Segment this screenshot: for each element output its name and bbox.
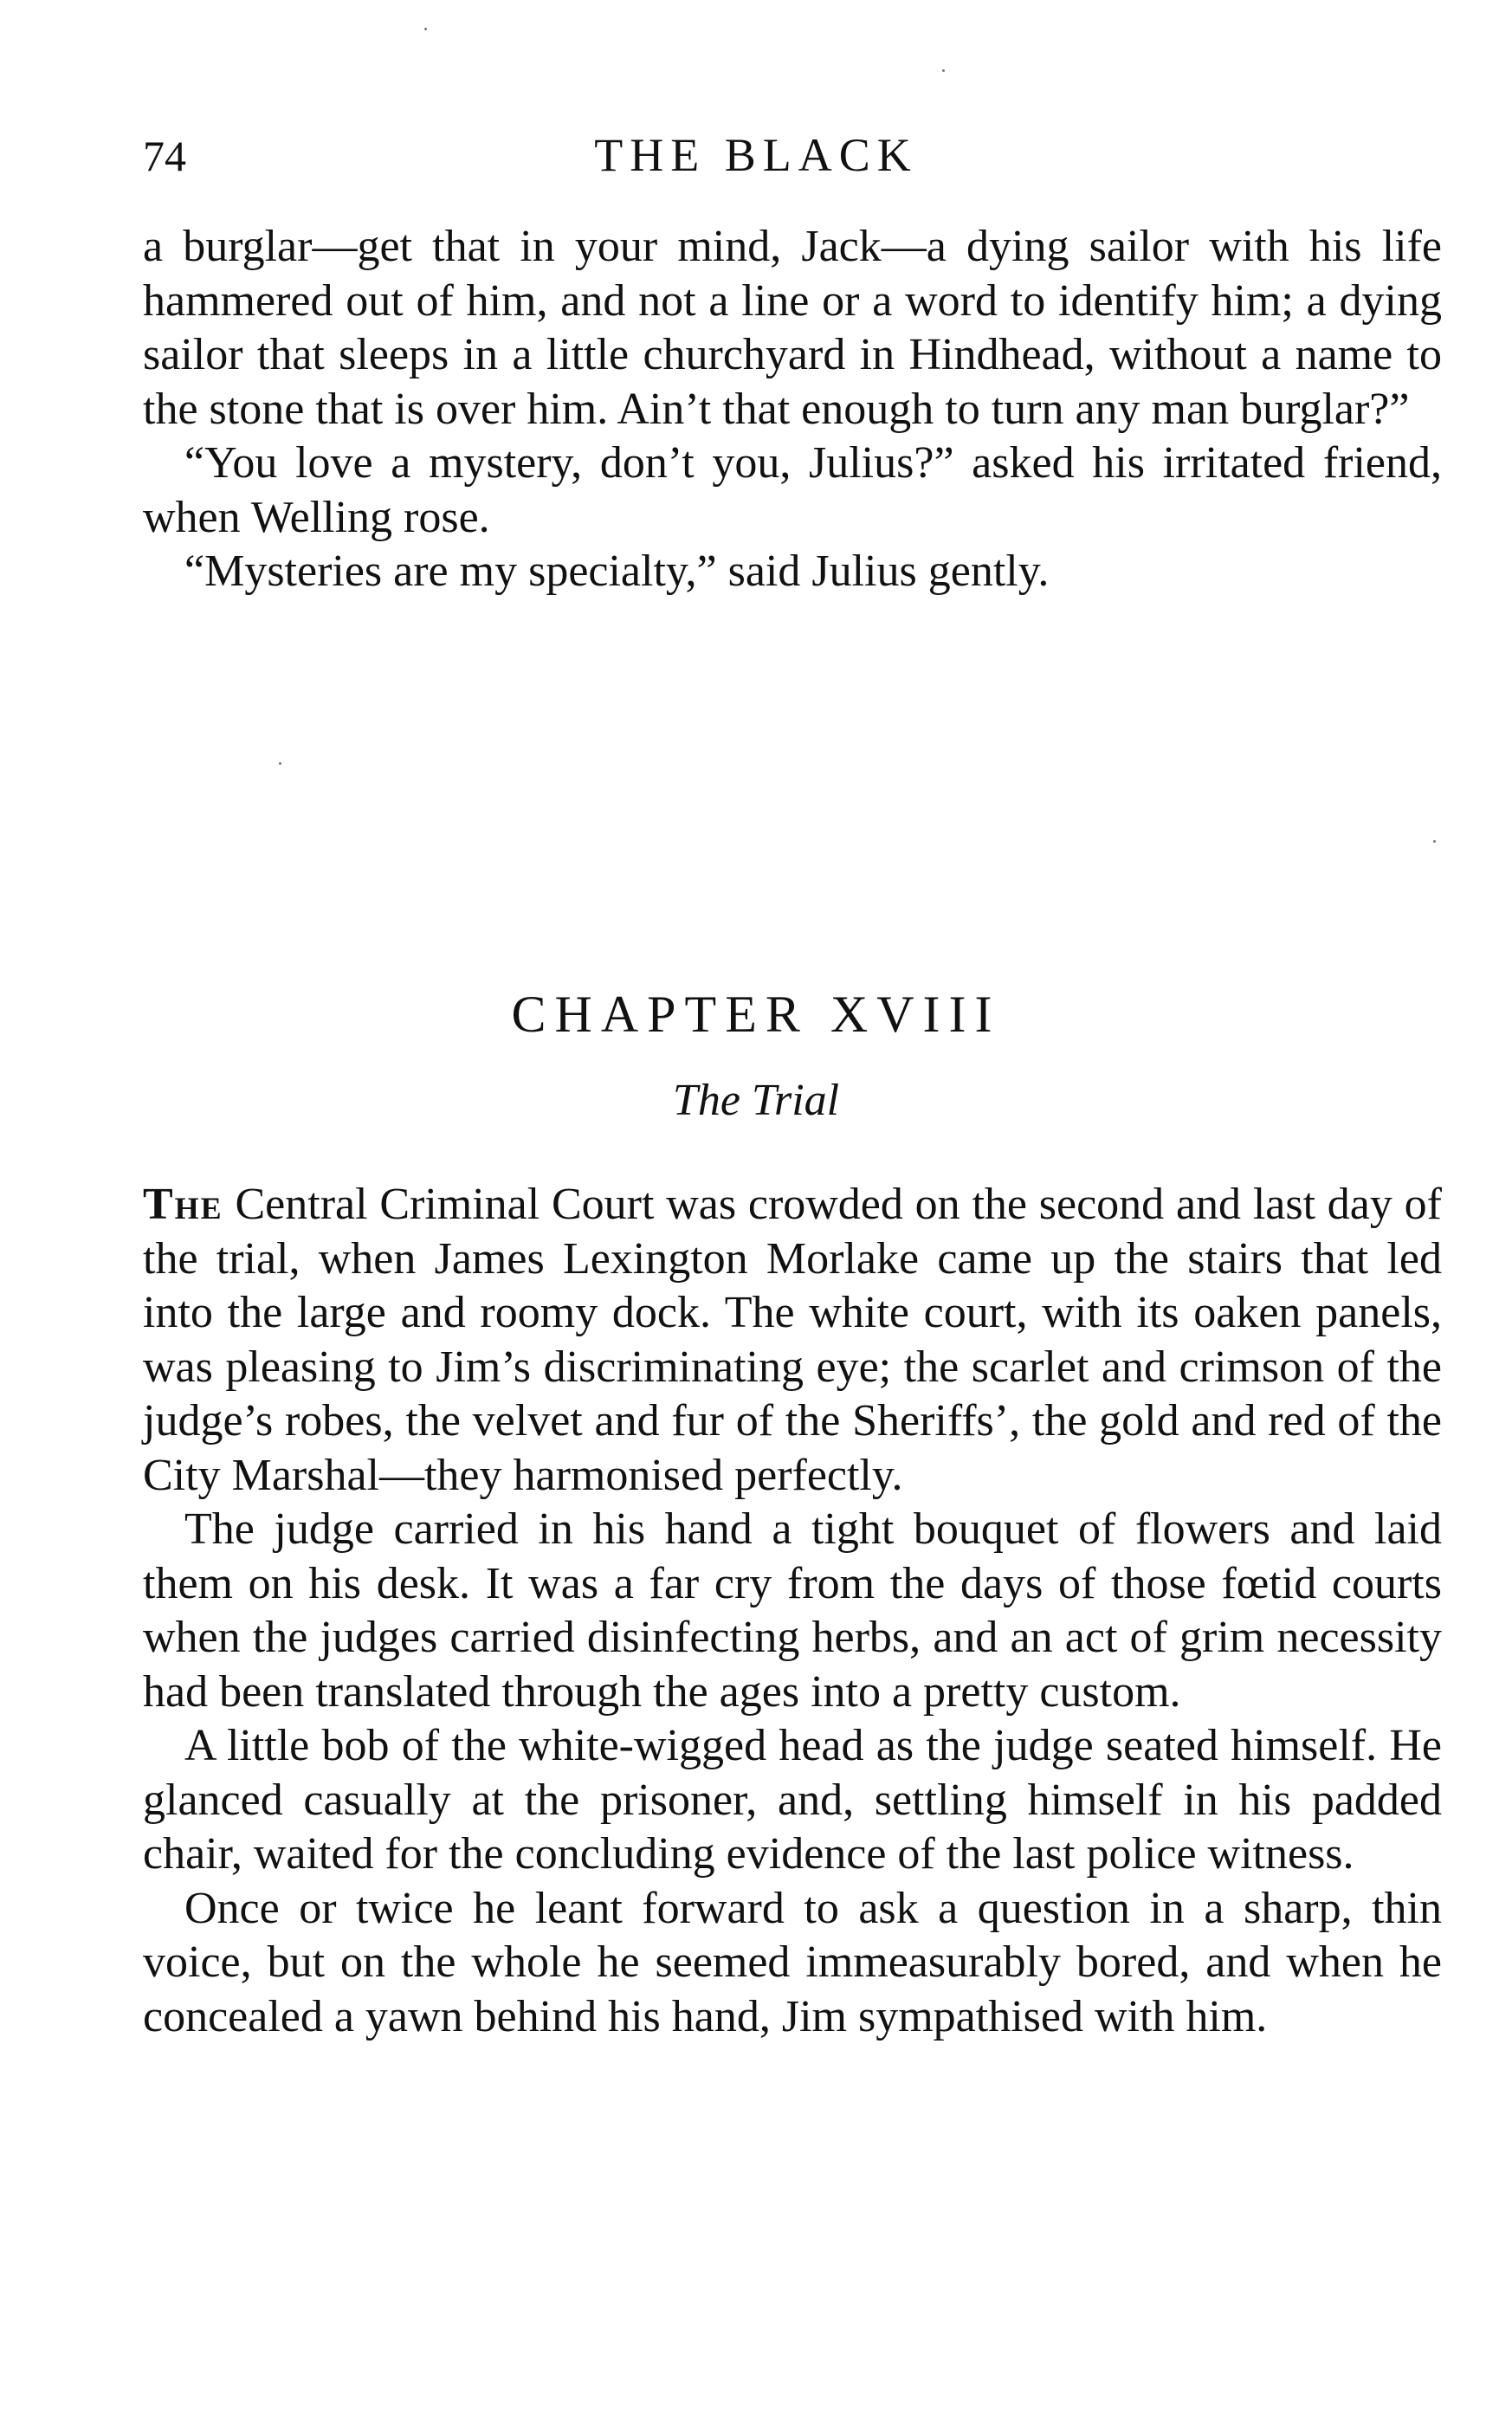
- scan-speck: [424, 28, 427, 30]
- opening-paragraph: [143, 1178, 1442, 1503]
- running-head: THE BLACK: [594, 129, 918, 181]
- opening-paragraph-text: Central Criminal Court was crowded on the second and last day of the trial, when James Lexington Morlake came up the stairs that led into the large and roomy dock. The white court, with its oaken panels, was pleasing to Jim’s discriminating eye; the scarlet and crimson of the judge’s robes, the velvet and fur of the Sheriffs’, the gold and red of the City Marshal—they harmonised perfectly.: [143, 1180, 1442, 1500]
- chapter-subtitle: The Trial: [672, 1076, 840, 1125]
- scan-speck: [1433, 840, 1436, 843]
- chapter-body: [143, 1178, 1442, 2044]
- paragraph: a burglar—get that in your mind, Jack—a dying sailor with his life hammered out of him, and not a line or a word to identify him; a dying sailor that sleeps in a little churchyard in Hindhead, without a name to the stone that is over him. Ain’t that enough to turn any man burglar?”: [143, 222, 1442, 434]
- chapter-heading: CHAPTER XVIII: [511, 986, 1001, 1043]
- paragraph: The judge carried in his hand a tight bouquet of flowers and laid them on his desk. It was a far cry from the days of those fœtid courts when the judges carried disinfecting herbs, and an act of grim necessity had been translated through the ages into a pretty custom.: [143, 1504, 1442, 1717]
- paragraph: “Mysteries are my specialty,” said Julius gently.: [184, 547, 1050, 596]
- paragraph: Once or twice he leant forward to ask a question in a sharp, thin voice, but on the whole he seemed immeasurably bored, and when he concealed a yawn behind his hand, Jim sympathised with him.: [143, 1883, 1442, 2041]
- continuation-text: [143, 220, 1442, 599]
- opening-word: The: [143, 1180, 223, 1229]
- scan-speck: [942, 69, 945, 72]
- paragraph: A little bob of the white-wigged head as the judge seated himself. He glanced casually at the prisoner, and, settling himself in his padded chair, waited for the concluding evidence of the last police witness.: [143, 1721, 1442, 1879]
- scan-speck: [279, 762, 281, 765]
- paragraph: “You love a mystery, don’t you, Julius?” asked his irritated friend, when Welling rose.: [143, 438, 1442, 542]
- page-number: 74: [143, 132, 186, 180]
